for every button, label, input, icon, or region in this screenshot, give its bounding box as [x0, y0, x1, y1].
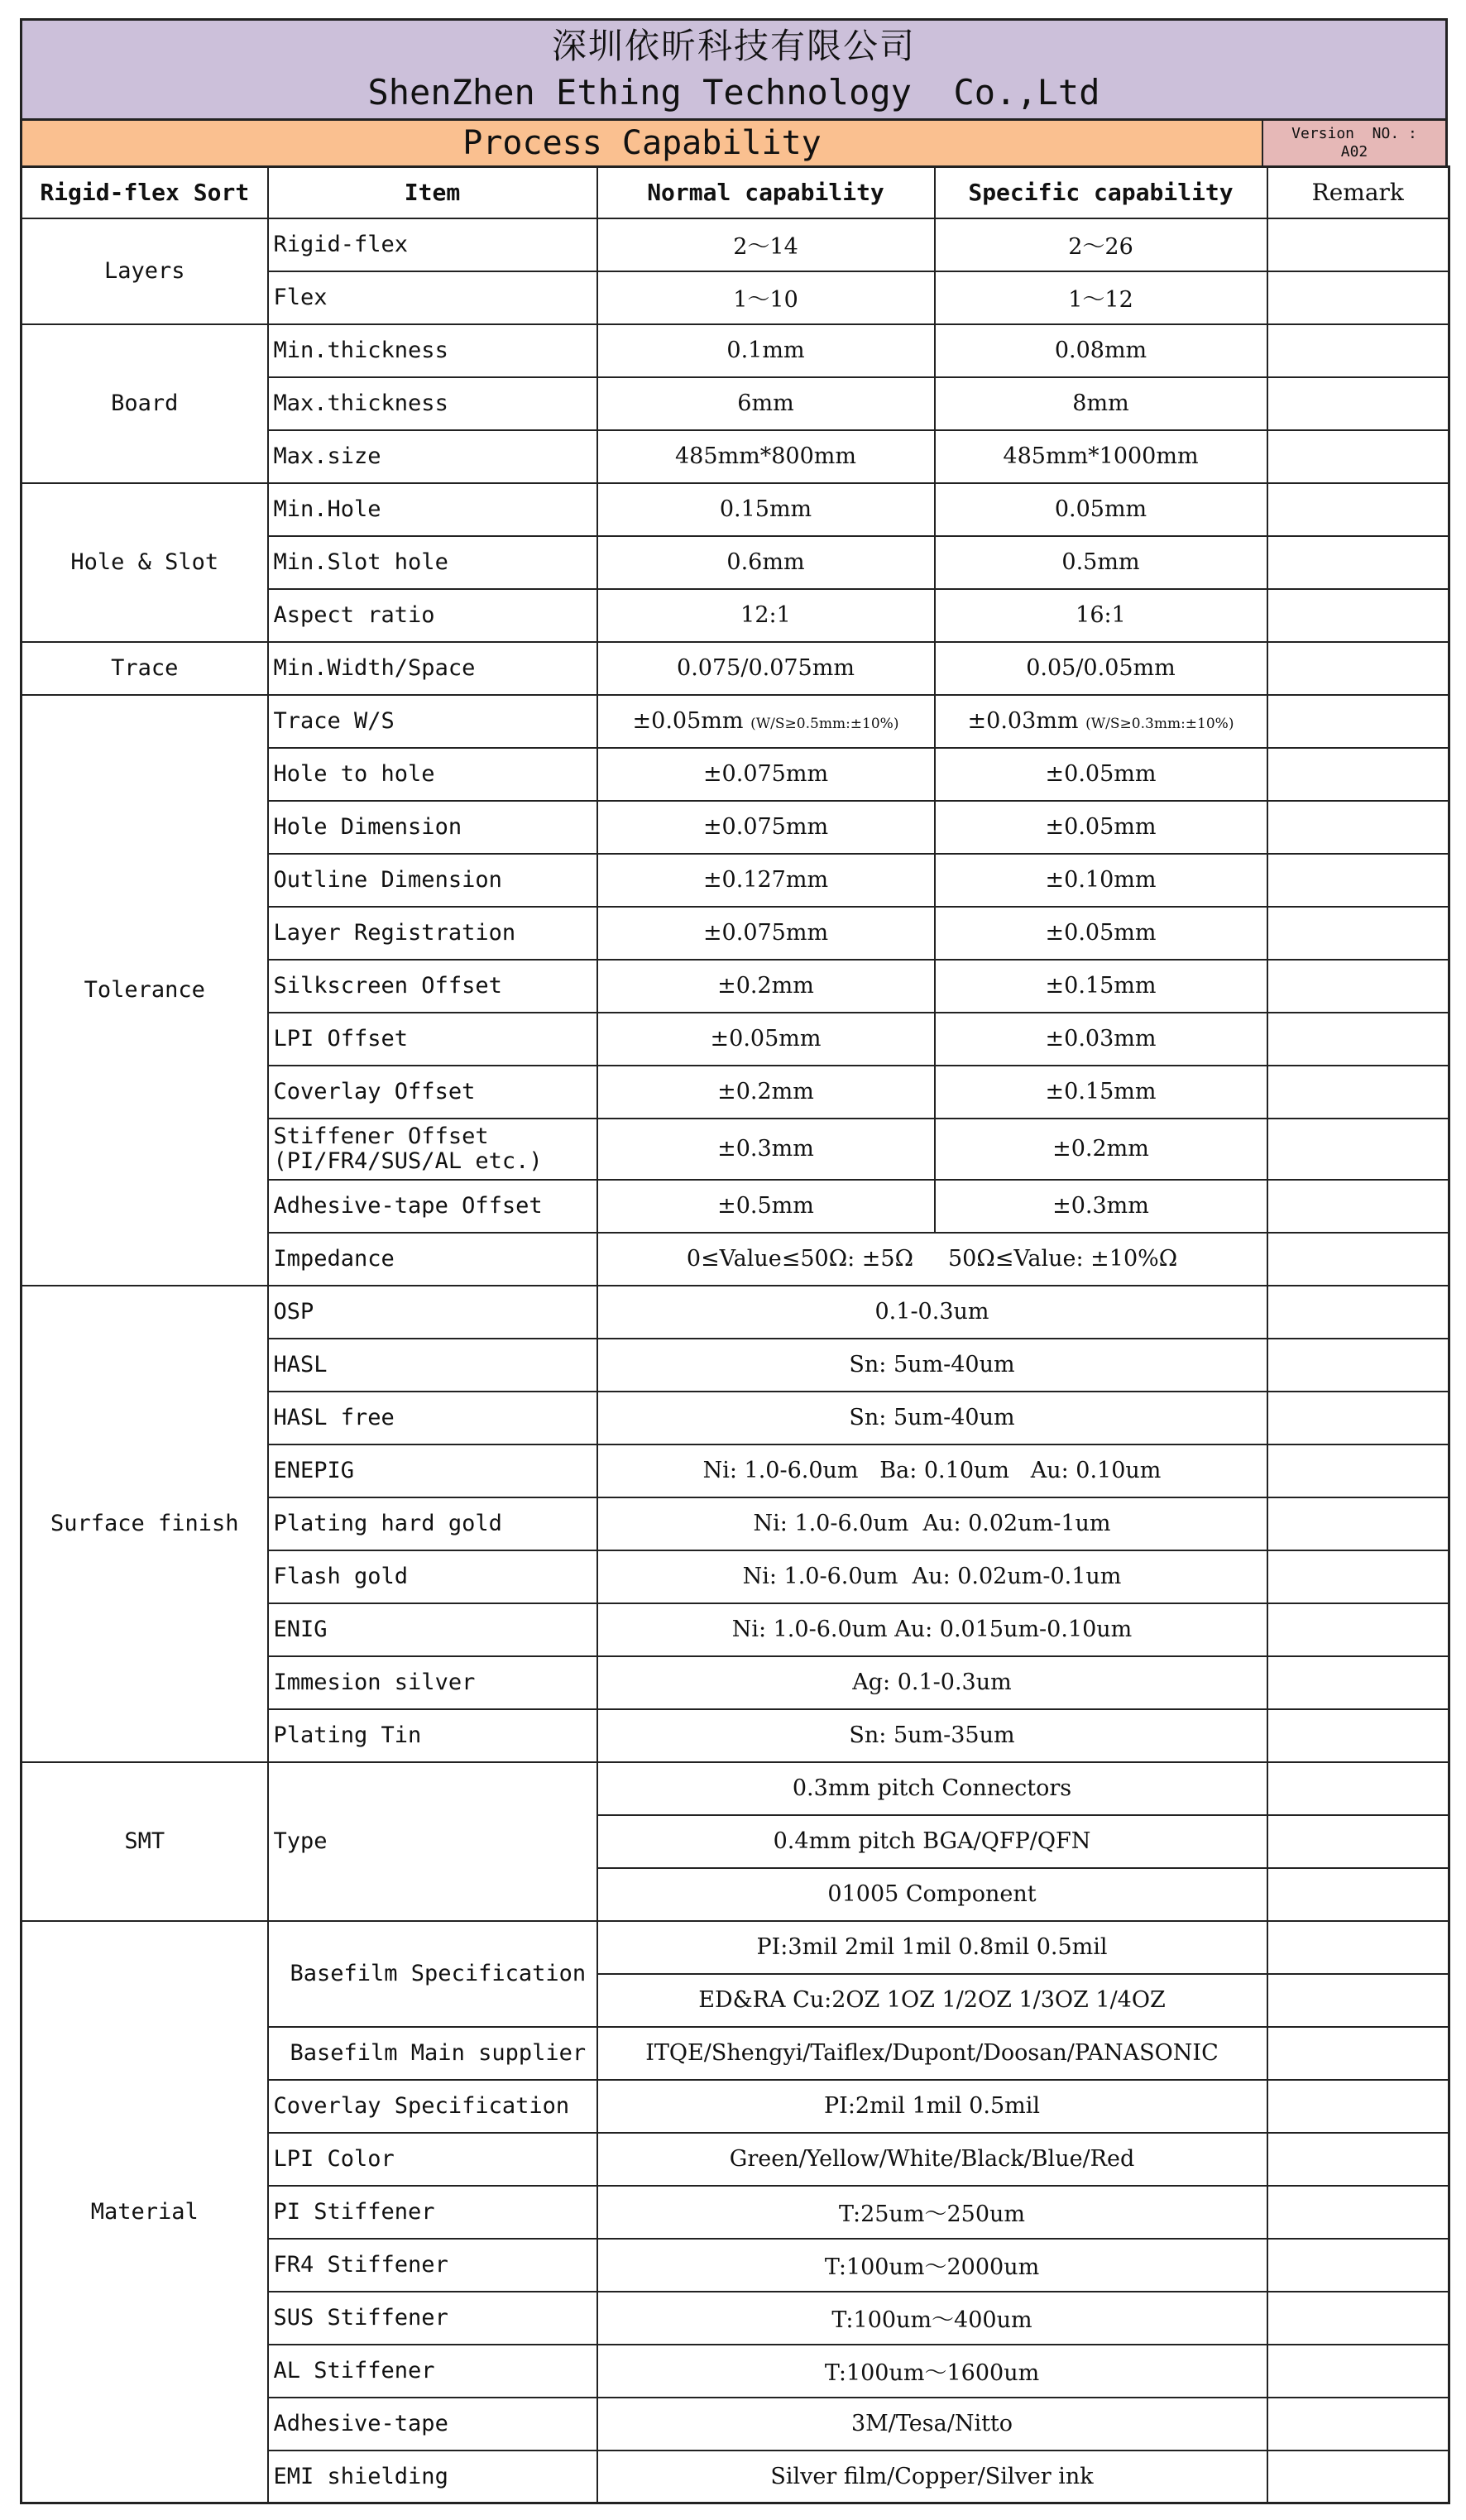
impedance-value-low: 0≤Value≤50Ω: ±5Ω [686, 1246, 913, 1272]
remark-cell [1267, 2292, 1449, 2345]
remark-cell [1267, 1339, 1449, 1392]
section-layers: Layers [22, 218, 268, 324]
capability-table [20, 165, 1450, 2504]
remark-cell [1267, 1868, 1449, 1921]
remark-cell [1267, 2133, 1449, 2186]
item-line-1: Stiffener Offset [273, 1123, 489, 1149]
company-name-cn: 深圳依昕科技有限公司 [551, 26, 916, 66]
merged-value: PI:2mil 1mil 0.5mil [597, 2080, 1267, 2133]
specific-value: ±0.05mm [935, 748, 1267, 801]
item-cell: HASL free [268, 1392, 597, 1444]
version-value: A02 [1340, 143, 1368, 160]
table-row [22, 483, 1449, 536]
item-cell: Silkscreen Offset [268, 960, 597, 1013]
merged-value: 0.4mm pitch BGA/QFP/QFN [597, 1815, 1267, 1868]
specific-value: 485mm*1000mm [935, 430, 1267, 483]
remark-cell [1267, 1180, 1449, 1233]
item-cell: LPI Color [268, 2133, 597, 2186]
remark-cell [1267, 324, 1449, 377]
specific-value: ±0.15mm [935, 1066, 1267, 1119]
item-cell: Rigid-flex [268, 218, 597, 271]
remark-cell [1267, 1603, 1449, 1656]
table-row [22, 1286, 1449, 1339]
remark-cell [1267, 377, 1449, 430]
merged-value: T:25um～250um [597, 2186, 1267, 2239]
normal-value [597, 695, 935, 748]
version-box [1262, 121, 1445, 165]
item-cell: Immesion silver [268, 1656, 597, 1709]
document-title-row [20, 118, 1448, 165]
merged-value: Sn: 5um-40um [597, 1339, 1267, 1392]
specific-value: 8mm [935, 377, 1267, 430]
remark-cell [1267, 907, 1449, 960]
col-header-normal: Normal capability [597, 167, 935, 218]
specific-value: ±0.2mm [935, 1119, 1267, 1180]
remark-cell [1267, 960, 1449, 1013]
merged-value: T:100um～400um [597, 2292, 1267, 2345]
remark-cell [1267, 271, 1449, 324]
item-cell: Flex [268, 271, 597, 324]
specific-value: 2～26 [935, 218, 1267, 271]
remark-cell [1267, 854, 1449, 907]
specific-value: 0.5mm [935, 536, 1267, 589]
section-tolerance: Tolerance [22, 695, 268, 1286]
normal-value: ±0.075mm [597, 801, 935, 854]
merged-value: 0.1-0.3um [597, 1286, 1267, 1339]
version-label: Version NO. : [1291, 125, 1417, 142]
remark-cell [1267, 1286, 1449, 1339]
table-row [22, 218, 1449, 271]
section-smt: SMT [22, 1762, 268, 1921]
merged-value: Green/Yellow/White/Black/Blue/Red [597, 2133, 1267, 2186]
col-header-sort: Rigid-flex Sort [22, 167, 268, 218]
remark-cell [1267, 218, 1449, 271]
section-surface-finish: Surface finish [22, 1286, 268, 1762]
specific-value: ±0.3mm [935, 1180, 1267, 1233]
specific-value: ±0.03mm [935, 1013, 1267, 1066]
specific-value-main: ±0.03mm [967, 708, 1079, 734]
normal-value: 6mm [597, 377, 935, 430]
remark-cell [1267, 1119, 1449, 1180]
specific-value: 0.05/0.05mm [935, 642, 1267, 695]
specific-value [935, 695, 1267, 748]
specific-value-note: (W/S≥0.3mm:±10%) [1085, 716, 1234, 732]
normal-value-note: (W/S≥0.5mm:±10%) [750, 716, 899, 732]
item-cell: Min.thickness [268, 324, 597, 377]
title-block [20, 18, 1448, 118]
process-capability-sheet [20, 18, 1448, 2504]
remark-cell [1267, 1709, 1449, 1762]
remark-cell [1267, 2451, 1449, 2503]
impedance-value-high: 50Ω≤Value: ±10%Ω [947, 1246, 1178, 1272]
merged-value: Ni: 1.0-6.0um Au: 0.02um-1um [597, 1497, 1267, 1550]
remark-cell [1267, 589, 1449, 642]
item-cell: Basefilm Main supplier [268, 2027, 597, 2080]
merged-value: Ni: 1.0-6.0um Ba: 0.10um Au: 0.10um [597, 1444, 1267, 1497]
table-row [22, 324, 1449, 377]
specific-value: 0.08mm [935, 324, 1267, 377]
table-row [22, 642, 1449, 695]
item-cell: Min.Width/Space [268, 642, 597, 695]
normal-value: ±0.075mm [597, 907, 935, 960]
item-cell: Adhesive-tape Offset [268, 1180, 597, 1233]
remark-cell [1267, 748, 1449, 801]
specific-value: ±0.05mm [935, 801, 1267, 854]
merged-value: 01005 Component [597, 1868, 1267, 1921]
normal-value: ±0.05mm [597, 1013, 935, 1066]
merged-value: Ni: 1.0-6.0um Au: 0.015um-0.10um [597, 1603, 1267, 1656]
item-cell: Min.Slot hole [268, 536, 597, 589]
remark-cell [1267, 1497, 1449, 1550]
merged-value: Silver film/Copper/Silver ink [597, 2451, 1267, 2503]
normal-value: 12:1 [597, 589, 935, 642]
specific-value: ±0.15mm [935, 960, 1267, 1013]
col-header-item: Item [268, 167, 597, 218]
item-cell: FR4 Stiffener [268, 2239, 597, 2292]
item-cell: Aspect ratio [268, 589, 597, 642]
item-cell: Adhesive-tape [268, 2398, 597, 2451]
merged-value: Ni: 1.0-6.0um Au: 0.02um-0.1um [597, 1550, 1267, 1603]
remark-cell [1267, 1815, 1449, 1868]
normal-value: 0.15mm [597, 483, 935, 536]
remark-cell [1267, 801, 1449, 854]
item-cell: PI Stiffener [268, 2186, 597, 2239]
normal-value: 1～10 [597, 271, 935, 324]
table-row [22, 695, 1449, 748]
document-title: Process Capability [22, 121, 1262, 165]
item-cell: Hole Dimension [268, 801, 597, 854]
remark-cell [1267, 2398, 1449, 2451]
remark-cell [1267, 483, 1449, 536]
normal-value: 2～14 [597, 218, 935, 271]
col-header-remark: Remark [1267, 167, 1449, 218]
normal-value: ±0.3mm [597, 1119, 935, 1180]
remark-cell [1267, 2080, 1449, 2133]
specific-value: 1～12 [935, 271, 1267, 324]
remark-cell [1267, 1233, 1449, 1286]
merged-value: Ag: 0.1-0.3um [597, 1656, 1267, 1709]
impedance-value [597, 1233, 1267, 1286]
item-cell: Plating hard gold [268, 1497, 597, 1550]
remark-cell [1267, 1762, 1449, 1815]
item-cell: Max.size [268, 430, 597, 483]
item-cell: HASL [268, 1339, 597, 1392]
remark-cell [1267, 1656, 1449, 1709]
item-cell: ENIG [268, 1603, 597, 1656]
item-cell: Max.thickness [268, 377, 597, 430]
normal-value: 0.075/0.075mm [597, 642, 935, 695]
table-row [22, 1762, 1449, 1815]
section-board: Board [22, 324, 268, 483]
remark-cell [1267, 695, 1449, 748]
specific-value: 0.05mm [935, 483, 1267, 536]
remark-cell [1267, 536, 1449, 589]
merged-value: PI:3mil 2mil 1mil 0.8mil 0.5mil [597, 1921, 1267, 1974]
normal-value: ±0.075mm [597, 748, 935, 801]
merged-value: 3M/Tesa/Nitto [597, 2398, 1267, 2451]
item-cell: EMI shielding [268, 2451, 597, 2503]
item-cell: Plating Tin [268, 1709, 597, 1762]
remark-cell [1267, 1550, 1449, 1603]
remark-cell [1267, 1392, 1449, 1444]
item-cell: Trace W/S [268, 695, 597, 748]
normal-value: ±0.127mm [597, 854, 935, 907]
merged-value: 0.3mm pitch Connectors [597, 1762, 1267, 1815]
item-cell: Impedance [268, 1233, 597, 1286]
item-cell: Min.Hole [268, 483, 597, 536]
specific-value: ±0.05mm [935, 907, 1267, 960]
remark-cell [1267, 642, 1449, 695]
item-cell: Coverlay Offset [268, 1066, 597, 1119]
remark-cell [1267, 2027, 1449, 2080]
item-cell: ENEPIG [268, 1444, 597, 1497]
item-cell: Layer Registration [268, 907, 597, 960]
merged-value: ED&RA Cu:2OZ 1OZ 1/2OZ 1/3OZ 1/4OZ [597, 1974, 1267, 2027]
item-cell: Outline Dimension [268, 854, 597, 907]
remark-cell [1267, 1921, 1449, 1974]
table-row [22, 1921, 1449, 1974]
remark-cell [1267, 2345, 1449, 2398]
normal-value: ±0.2mm [597, 960, 935, 1013]
section-trace: Trace [22, 642, 268, 695]
item-cell: Basefilm Specification [268, 1921, 597, 2027]
col-header-specific: Specific capability [935, 167, 1267, 218]
item-cell: LPI Offset [268, 1013, 597, 1066]
specific-value: ±0.10mm [935, 854, 1267, 907]
remark-cell [1267, 1974, 1449, 2027]
merged-value: T:100um～1600um [597, 2345, 1267, 2398]
normal-value: ±0.5mm [597, 1180, 935, 1233]
merged-value: Sn: 5um-35um [597, 1709, 1267, 1762]
item-cell: AL Stiffener [268, 2345, 597, 2398]
merged-value: ITQE/Shengyi/Taiflex/Dupont/Doosan/PANASONIC [597, 2027, 1267, 2080]
item-cell [268, 1119, 597, 1180]
item-cell: Coverlay Specification [268, 2080, 597, 2133]
remark-cell [1267, 1013, 1449, 1066]
item-cell: Type [268, 1762, 597, 1921]
normal-value: 0.6mm [597, 536, 935, 589]
normal-value-main: ±0.05mm [632, 708, 744, 734]
merged-value: Sn: 5um-40um [597, 1392, 1267, 1444]
normal-value: 485mm*800mm [597, 430, 935, 483]
normal-value: ±0.2mm [597, 1066, 935, 1119]
remark-cell [1267, 430, 1449, 483]
remark-cell [1267, 2186, 1449, 2239]
specific-value: 16:1 [935, 589, 1267, 642]
remark-cell [1267, 1444, 1449, 1497]
company-name-en: ShenZhen Ething Technology Co.,Ltd [367, 72, 1100, 113]
remark-cell [1267, 1066, 1449, 1119]
item-line-2: (PI/FR4/SUS/AL etc.) [273, 1147, 543, 1174]
item-cell: SUS Stiffener [268, 2292, 597, 2345]
header-row [22, 167, 1449, 218]
item-cell: Flash gold [268, 1550, 597, 1603]
item-cell: OSP [268, 1286, 597, 1339]
remark-cell [1267, 2239, 1449, 2292]
item-cell: Hole to hole [268, 748, 597, 801]
section-material: Material [22, 1921, 268, 2503]
section-hole-slot: Hole & Slot [22, 483, 268, 642]
merged-value: T:100um～2000um [597, 2239, 1267, 2292]
normal-value: 0.1mm [597, 324, 935, 377]
